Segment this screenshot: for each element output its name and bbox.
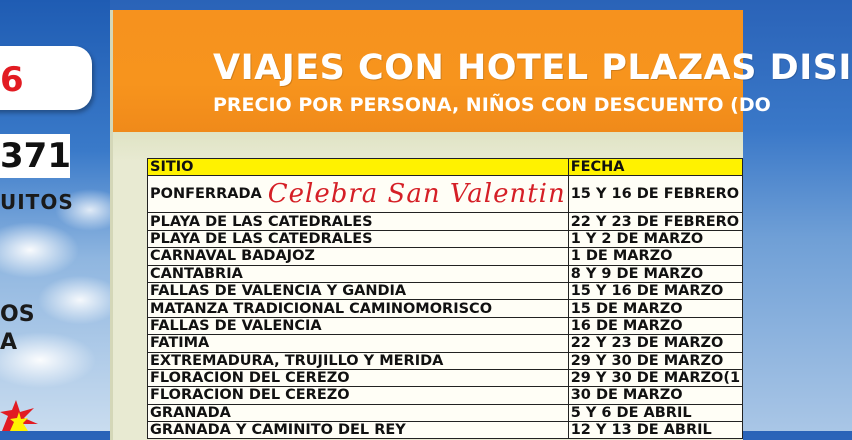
cell-date: 12 Y 13 DE ABRIL xyxy=(568,422,742,439)
table-row xyxy=(148,248,743,265)
side-text-2: OS xyxy=(0,302,35,327)
cell-site: FLORACION DEL CEREZO xyxy=(148,369,569,386)
cell-date: 15 Y 16 DE FEBRERO xyxy=(568,176,742,213)
starburst-icon xyxy=(0,398,40,431)
cell-site xyxy=(148,176,569,213)
side-text-1: UITOS xyxy=(0,190,74,214)
table-row xyxy=(148,213,743,230)
table-row xyxy=(148,300,743,317)
cell-date: 8 Y 9 DE MARZO xyxy=(568,265,742,282)
title-banner xyxy=(113,10,852,132)
cell-date: 22 Y 23 DE FEBRERO xyxy=(568,213,742,230)
celebra-tag: Celebra San Valentin xyxy=(267,179,566,210)
table-row xyxy=(148,422,743,439)
cell-site: CANTABRIA xyxy=(148,265,569,282)
pill-number: 6 xyxy=(0,60,24,100)
table-row xyxy=(148,282,743,299)
table-row xyxy=(148,230,743,247)
banner-subtitle: PRECIO POR PERSONA, NIÑOS CON DESCUENTO (DO xyxy=(213,94,771,116)
cell-date: 15 Y 16 DE MARZO xyxy=(568,282,742,299)
table-row xyxy=(148,404,743,421)
cell-site: EXTREMADURA, TRUJILLO Y MERIDA xyxy=(148,352,569,369)
side-text-3: A xyxy=(0,330,18,355)
banner-title: VIAJES CON HOTEL PLAZAS DISI xyxy=(213,48,852,88)
table-row xyxy=(148,176,743,213)
table-row xyxy=(148,352,743,369)
trips-table xyxy=(147,158,743,439)
header-sitio: SITIO xyxy=(148,159,569,176)
cell-date: 1 DE MARZO xyxy=(568,248,742,265)
cell-date: 16 DE MARZO xyxy=(568,317,742,334)
cell-site: PLAYA DE LAS CATEDRALES xyxy=(148,230,569,247)
table-body xyxy=(148,213,743,439)
cell-date: 30 DE MARZO xyxy=(568,387,742,404)
table-header-row xyxy=(148,159,743,176)
site-name: PONFERRADA xyxy=(150,186,262,203)
cell-date: 15 DE MARZO xyxy=(568,300,742,317)
table-row xyxy=(148,387,743,404)
cell-site: CARNAVAL BADAJOZ xyxy=(148,248,569,265)
cell-site: GRANADA Y CAMINITO DEL REY xyxy=(148,422,569,439)
cell-date: 1 Y 2 DE MARZO xyxy=(568,230,742,247)
cell-site: MATANZA TRADICIONAL CAMINOMORISCO xyxy=(148,300,569,317)
table-row xyxy=(148,317,743,334)
phone-number: 371 xyxy=(0,136,71,176)
table-row xyxy=(148,335,743,352)
cell-site: FALLAS DE VALENCIA Y GANDIA xyxy=(148,282,569,299)
cell-site: PLAYA DE LAS CATEDRALES xyxy=(148,213,569,230)
main-panel xyxy=(110,10,852,440)
table-row xyxy=(148,369,743,386)
cell-site: GRANADA xyxy=(148,404,569,421)
header-fecha: FECHA xyxy=(568,159,742,176)
left-sky-panel xyxy=(0,0,110,431)
cell-site: FALLAS DE VALENCIA xyxy=(148,317,569,334)
cell-site: FATIMA xyxy=(148,335,569,352)
table-row xyxy=(148,265,743,282)
cell-date: 29 Y 30 DE MARZO xyxy=(568,352,742,369)
cell-date: 5 Y 6 DE ABRIL xyxy=(568,404,742,421)
cell-date: 29 Y 30 DE MARZO(1 xyxy=(568,369,742,386)
cell-site: FLORACION DEL CEREZO xyxy=(148,387,569,404)
cell-date: 22 Y 23 DE MARZO xyxy=(568,335,742,352)
